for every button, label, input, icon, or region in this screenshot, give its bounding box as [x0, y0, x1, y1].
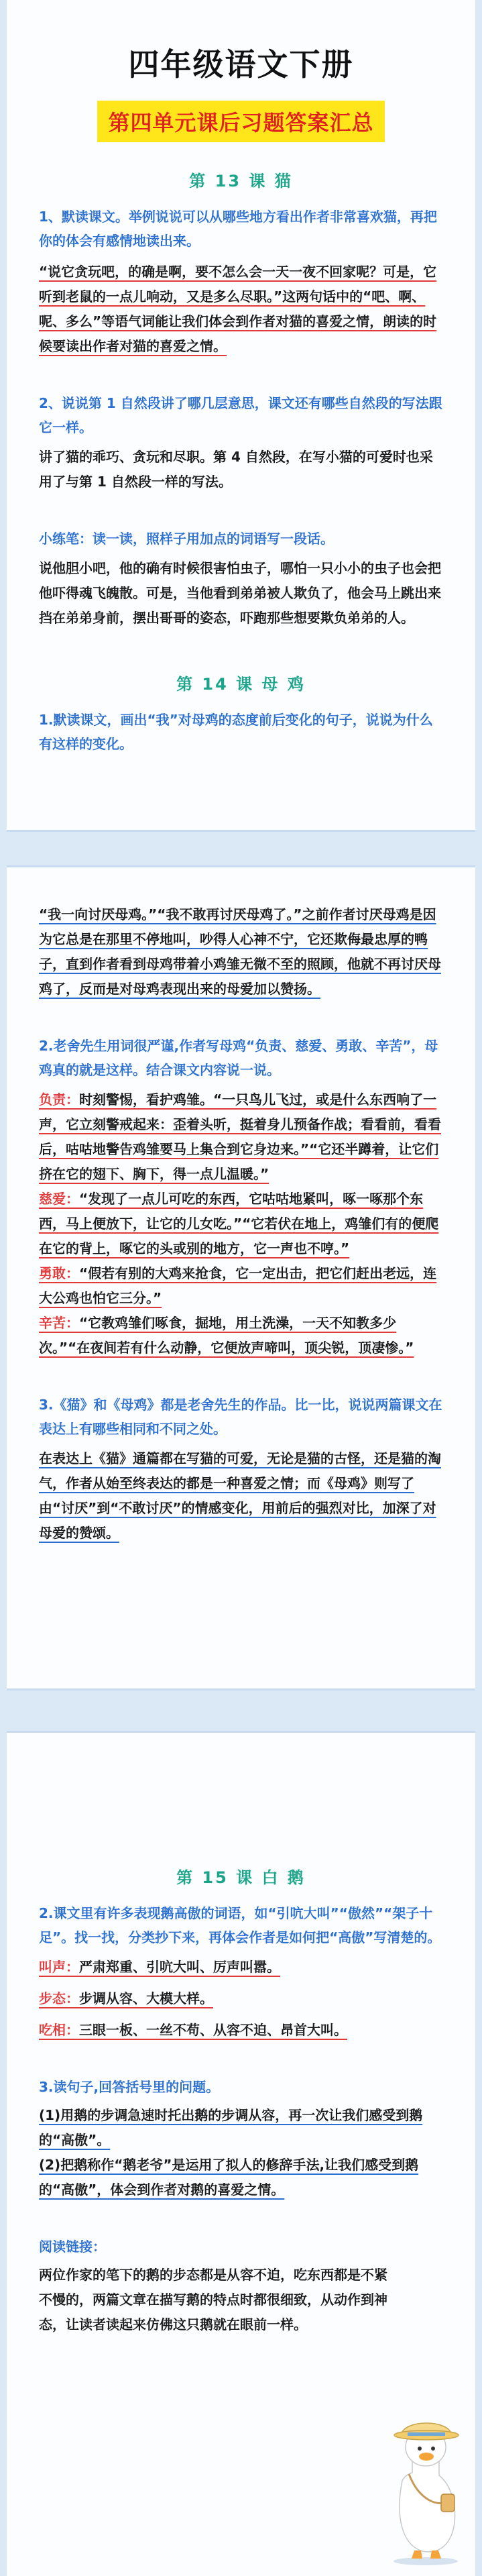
text-jiaosheng: 严肃郑重、引吭大叫、厉声叫嚣。 — [79, 1959, 280, 1975]
l13-answer-3: 说他胆小吧，他的确有时候很害怕虫子，哪怕一只小小的虫子也会把他吓得魂飞魄散。可是，当他看到弟弟被人欺负了，他会马上跳出来挡在弟弟身前，摆出哥哥的姿态，吓跑那些想要欺负弟弟的人。 — [39, 560, 441, 626]
l15-answer-jiaosheng — [39, 1955, 443, 1980]
text-chixiang: 三眼一板、一丝不苟、从容不迫、昂首大叫。 — [79, 2022, 347, 2038]
reading-link-title: 阅读链接： — [39, 2239, 106, 2255]
l13-answer-2: 讲了猫的乖巧、贪玩和尽职。第 4 自然段，在写小猫的可爱时也采用了与第 1 自然段一样的写法。 — [39, 449, 433, 490]
reading-link-text: 两位作家的笔下的鹅的步态都是从容不迫，吃东西都是不紧不慢的，两篇文章在描写鹅的特点时都很细致，从动作到神态，让读者读起来仿佛这只鹅就在眼前一样。 — [39, 2267, 387, 2332]
label-fuze: 负责： — [39, 1091, 79, 1108]
label-jiaosheng: 叫声： — [39, 1959, 79, 1975]
l15-answer-butai — [39, 1986, 443, 2011]
label-yonggan: 勇敢： — [39, 1265, 79, 1281]
l14-question-1: 1.默读课文，画出“我”对母鸡的态度前后变化的句子，说说为什么有这样的变化。 — [39, 712, 433, 752]
l13-question-1: 1、默读课文。举例说说可以从哪些地方看出作者非常喜欢猫，再把你的体会有感情地读出来。 — [39, 209, 437, 249]
l13-question-2: 2、说说第 1 自然段讲了哪几层意思，课文还有哪些自然段的写法跟它一样。 — [39, 395, 442, 435]
duck-illustration — [382, 2400, 469, 2568]
lesson-14-title: 第 14 课 母 鸡 — [176, 675, 306, 694]
l15-answer-2-2: (2)把鹅称作“鹅老爷”是运用了拟人的修辞手法,让我们感受到鹅的“高傲”，体会到作者对鹅的喜爱之情。 — [39, 2157, 419, 2198]
l14-question-2: 2.老舍先生用词很严谨,作者写母鸡“负责、慈爱、勇敢、辛苦”，母鸡真的就是这样。结合课文内容说一说。 — [39, 1038, 438, 1078]
label-ciai: 慈爱： — [39, 1191, 79, 1207]
card-1 — [7, 0, 475, 832]
l14-question-3: 3.《猫》和《母鸡》都是老舍先生的作品。比一比，说说两篇课文在表达上有哪些相同和不同之处。 — [39, 1397, 442, 1437]
text-yonggan: “假若有别的大鸡来抢食，它一定出击，把它们赶出老远，连大公鸡也怕它三分。” — [39, 1265, 437, 1306]
card-2 — [7, 865, 475, 1690]
l15-question-2: 3.读句子,回答括号里的问题。 — [39, 2079, 220, 2095]
l13-answer-1: “说它贪玩吧，的确是啊，要不怎么会一天一夜不回家呢？可是，它听到老鼠的一点儿响动，又是多么尽职。”这两句话中的“吧、啊、呢、多么”等语气词能让我们体会到作者对猫的喜爱之情，朗读的时候要读出作者对猫的喜爱之情。 — [39, 264, 437, 354]
banner-wrap — [39, 101, 443, 142]
text-xinku: “它教鸡雏们啄食，掘地，用土洗澡，一天不知教多少次。”“在夜间若有什么动静，它便放声啼叫，顶尖锐，顶凄惨。” — [39, 1315, 414, 1356]
unit-banner: 第四单元课后习题答案汇总 — [97, 101, 384, 142]
label-chixiang: 吃相： — [39, 2022, 79, 2038]
lesson-13-title: 第 13 课 猫 — [189, 172, 293, 191]
l15-answer-chixiang — [39, 2018, 443, 2043]
label-xinku: 辛苦： — [39, 1315, 79, 1331]
label-butai: 步态： — [39, 1990, 79, 2006]
l15-answer-2-1: (1)用鹅的步调急速时托出鹅的步调从容，再一次让我们感受到鹅的“高傲”。 — [39, 2107, 423, 2148]
text-ciai: “发现了一点儿可吃的东西，它咕咕地紧叫，啄一啄那个东西，马上便放下，让它的儿女吃。”“它若伏在地上，鸡雏们有的便爬在它的背上，啄它的头或别的地方，它一声也不哼。” — [39, 1191, 439, 1256]
l15-question-1: 2.课文里有许多表现鹅高傲的词语，如“引吭大叫”“傲然”“架子十足”。找一找，分类抄下来，再体会作者是如何把“高傲”写清楚的。 — [39, 1905, 441, 1945]
l14-answer-ciai — [39, 1187, 443, 1261]
l13-question-3: 小练笔：读一读，照样子用加点的词语写一段话。 — [39, 531, 334, 547]
l14-answer-fuze — [39, 1087, 443, 1187]
card-3 — [7, 1731, 475, 2576]
l14-answer-3: 在表达上《猫》通篇都在写猫的可爱，无论是猫的古怪，还是猫的淘气，作者从始至终表达的都是一种喜爱之情；而《母鸡》则写了由“讨厌”到“不敢讨厌”的情感变化，用前后的强烈对比，加深了对母爱的赞颂。 — [39, 1450, 441, 1541]
l14-answer-xinku — [39, 1311, 443, 1360]
lesson-15-title: 第 15 课 白 鹅 — [176, 1868, 306, 1887]
l14-answer-yonggan — [39, 1261, 443, 1311]
l14-answer-1: “我一向讨厌母鸡。”“我不敢再讨厌母鸡了。”之前作者讨厌母鸡是因为它总是在那里不停地叫，吵得人心神不宁，它还欺侮最忠厚的鸭子，直到作者看到母鸡带着小鸡雏无微不至的照顾，他就不再讨厌母鸡了，反而是对母鸡表现出来的母爱加以赞扬。 — [39, 906, 441, 997]
text-fuze: 时刻警惕，看护鸡雏。“一只鸟儿飞过，或是什么东西响了一声，它立刻警戒起来：歪着头听，挺着身儿预备作战；看看前，看看后，咕咕地警告鸡雏要马上集合到它身边来。”“它还半蹲着，让它们挤在它的翅下、胸下，得一点儿温暖。” — [39, 1091, 441, 1182]
text-butai: 步调从容、大模大样。 — [79, 1990, 213, 2006]
page-title: 四年级语文下册 — [128, 46, 354, 83]
